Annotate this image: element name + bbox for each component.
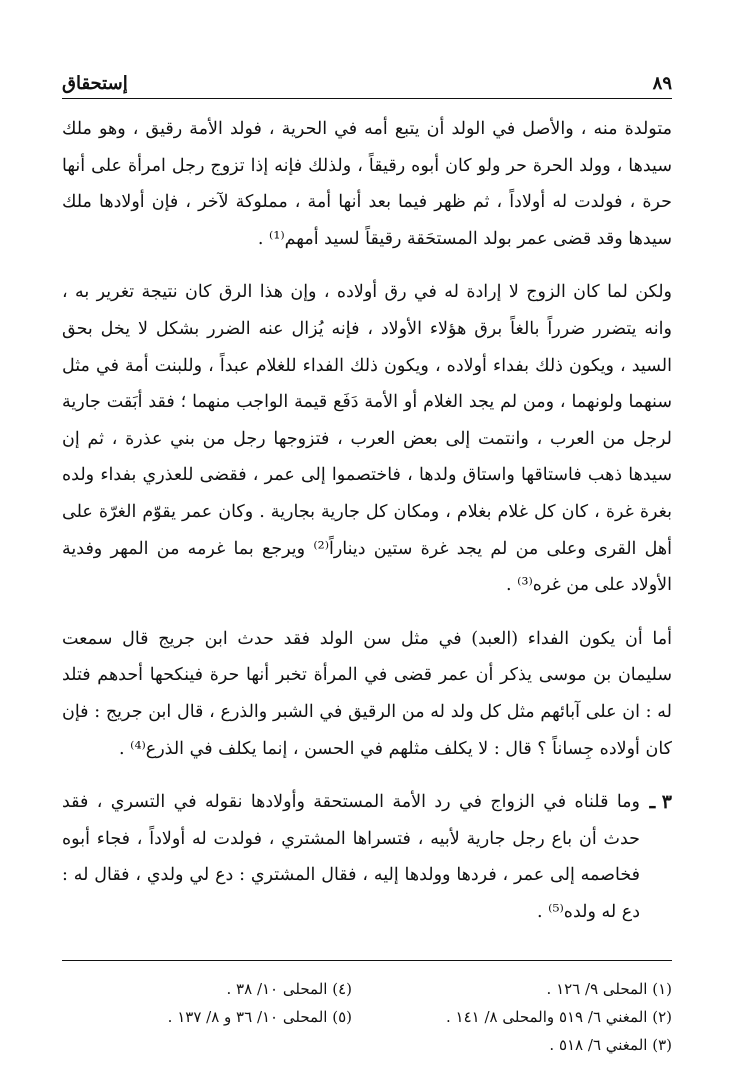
footnotes [62,975,672,1059]
footnote-4: (٤) المحلى ١٠/ ٣٨ . [226,980,352,999]
footnote-3: (٣) المغني ٦/ ٥١٨ . [549,1036,672,1055]
numbered-item-3 [62,784,672,930]
page-number: ٨٩ [652,73,672,94]
item-number: ٣ ـ [649,791,672,814]
page-body [62,111,672,930]
header-rule [62,98,672,99]
footnote-2: (٢) المغني ٦/ ٥١٩ والمحلى ٨/ ١٤١ . [445,1008,672,1027]
footnote-rule [62,960,672,961]
book-page [62,68,672,1059]
paragraph-2: ولكن لما كان الزوج لا إرادة له في رق أولاده ، وإن هذا الرق كان نتيجة تغرير به ، وانه يتضرر ضرراً بالغاً برق هؤلاء الأولاد ، فإنه يُزال عنه الضرر بشكل لا يخل بحق السيد ، ويكون ذلك بفداء أولاده ، ويكون ذلك الفداء للغلام عبداً ، وللبنت أمة في مثل سنهما ولونهما ، ومن لم يجد الغلام أو الأمة دَفَع قيمة الواجب منهما ؛ فقد أبَقت جارية لرجل من العرب ، وانتمت إلى بعض العرب ، فتزوجها رجل من بني عذرة ، ثم إن سيدها ذهب فاستاقها واستاق ولدها ، فاختصموا إلى عمر ، فقضى للعذري بفداء ولده بغرة غرة ، كان كل غلام بغلام ، ومكان كل جارية بجارية . وكان عمر يقوّم الغرّة على أهل القرى وعلى من لم يجد غرة ستين ديناراً⁽²⁾ ويرجع بما غرمه من المهر وفدية الأولاد على من غره⁽³⁾ . [62,282,672,596]
item-text: وما قلناه في الزواج في رد الأمة المستحقة وأولادها نقوله في التسري ، فقد حدث أن باع رجل جارية لأبيه ، فتسراها المشتري ، فولدت له أولاداً ، فجاء أبوه فخاصمه إلى عمر ، فردها وولدها إليه ، فقال المشتري : دع لي ولدي ، فقال له : دع له ولده⁽⁵⁾ . [62,792,640,922]
footnote-5: (٥) المحلى ١٠/ ٣٦ و ٨/ ١٣٧ . [167,1008,352,1027]
paragraph-1: متولدة منه ، والأصل في الولد أن يتبع أمه في الحرية ، فولد الأمة رقيق ، وهو ملك سيدها ، وولد الحرة حر ولو كان أبوه رقيقاً ، ولذلك فإنه إذا تزوج رجل امرأة على أنها حرة ، فولدت له أولاداً ، ثم ظهر فيما بعد أنها أمة ، مملوكة لآخر ، فإن أولادها ملك سيدها وقد قضى عمر بولد المستحَقة رقيقاً لسيد أمهم⁽¹⁾ . [62,119,672,249]
running-title: إستحقاق [62,73,128,94]
footnote-1: (١) المحلى ٩/ ١٢٦ . [546,980,672,999]
paragraph-3: أما أن يكون الفداء (العبد) في مثل سن الولد فقد حدث ابن جريج قال سمعت سليمان بن موسى يذكر أن عمر قضى في المرأة تخبر أنها حرة فينكحها أحدهم فتلد له : ان على آبائهم مثل كل ولد له من الرقيق في الشبر والذرع ، قال ابن جريج : فإن كان أولاده جِساناً ؟ قال : لا يكلف مثلهم في الحسن ، إنما يكلف في الذرع⁽⁴⁾ . [62,628,672,759]
page-header [62,68,672,94]
